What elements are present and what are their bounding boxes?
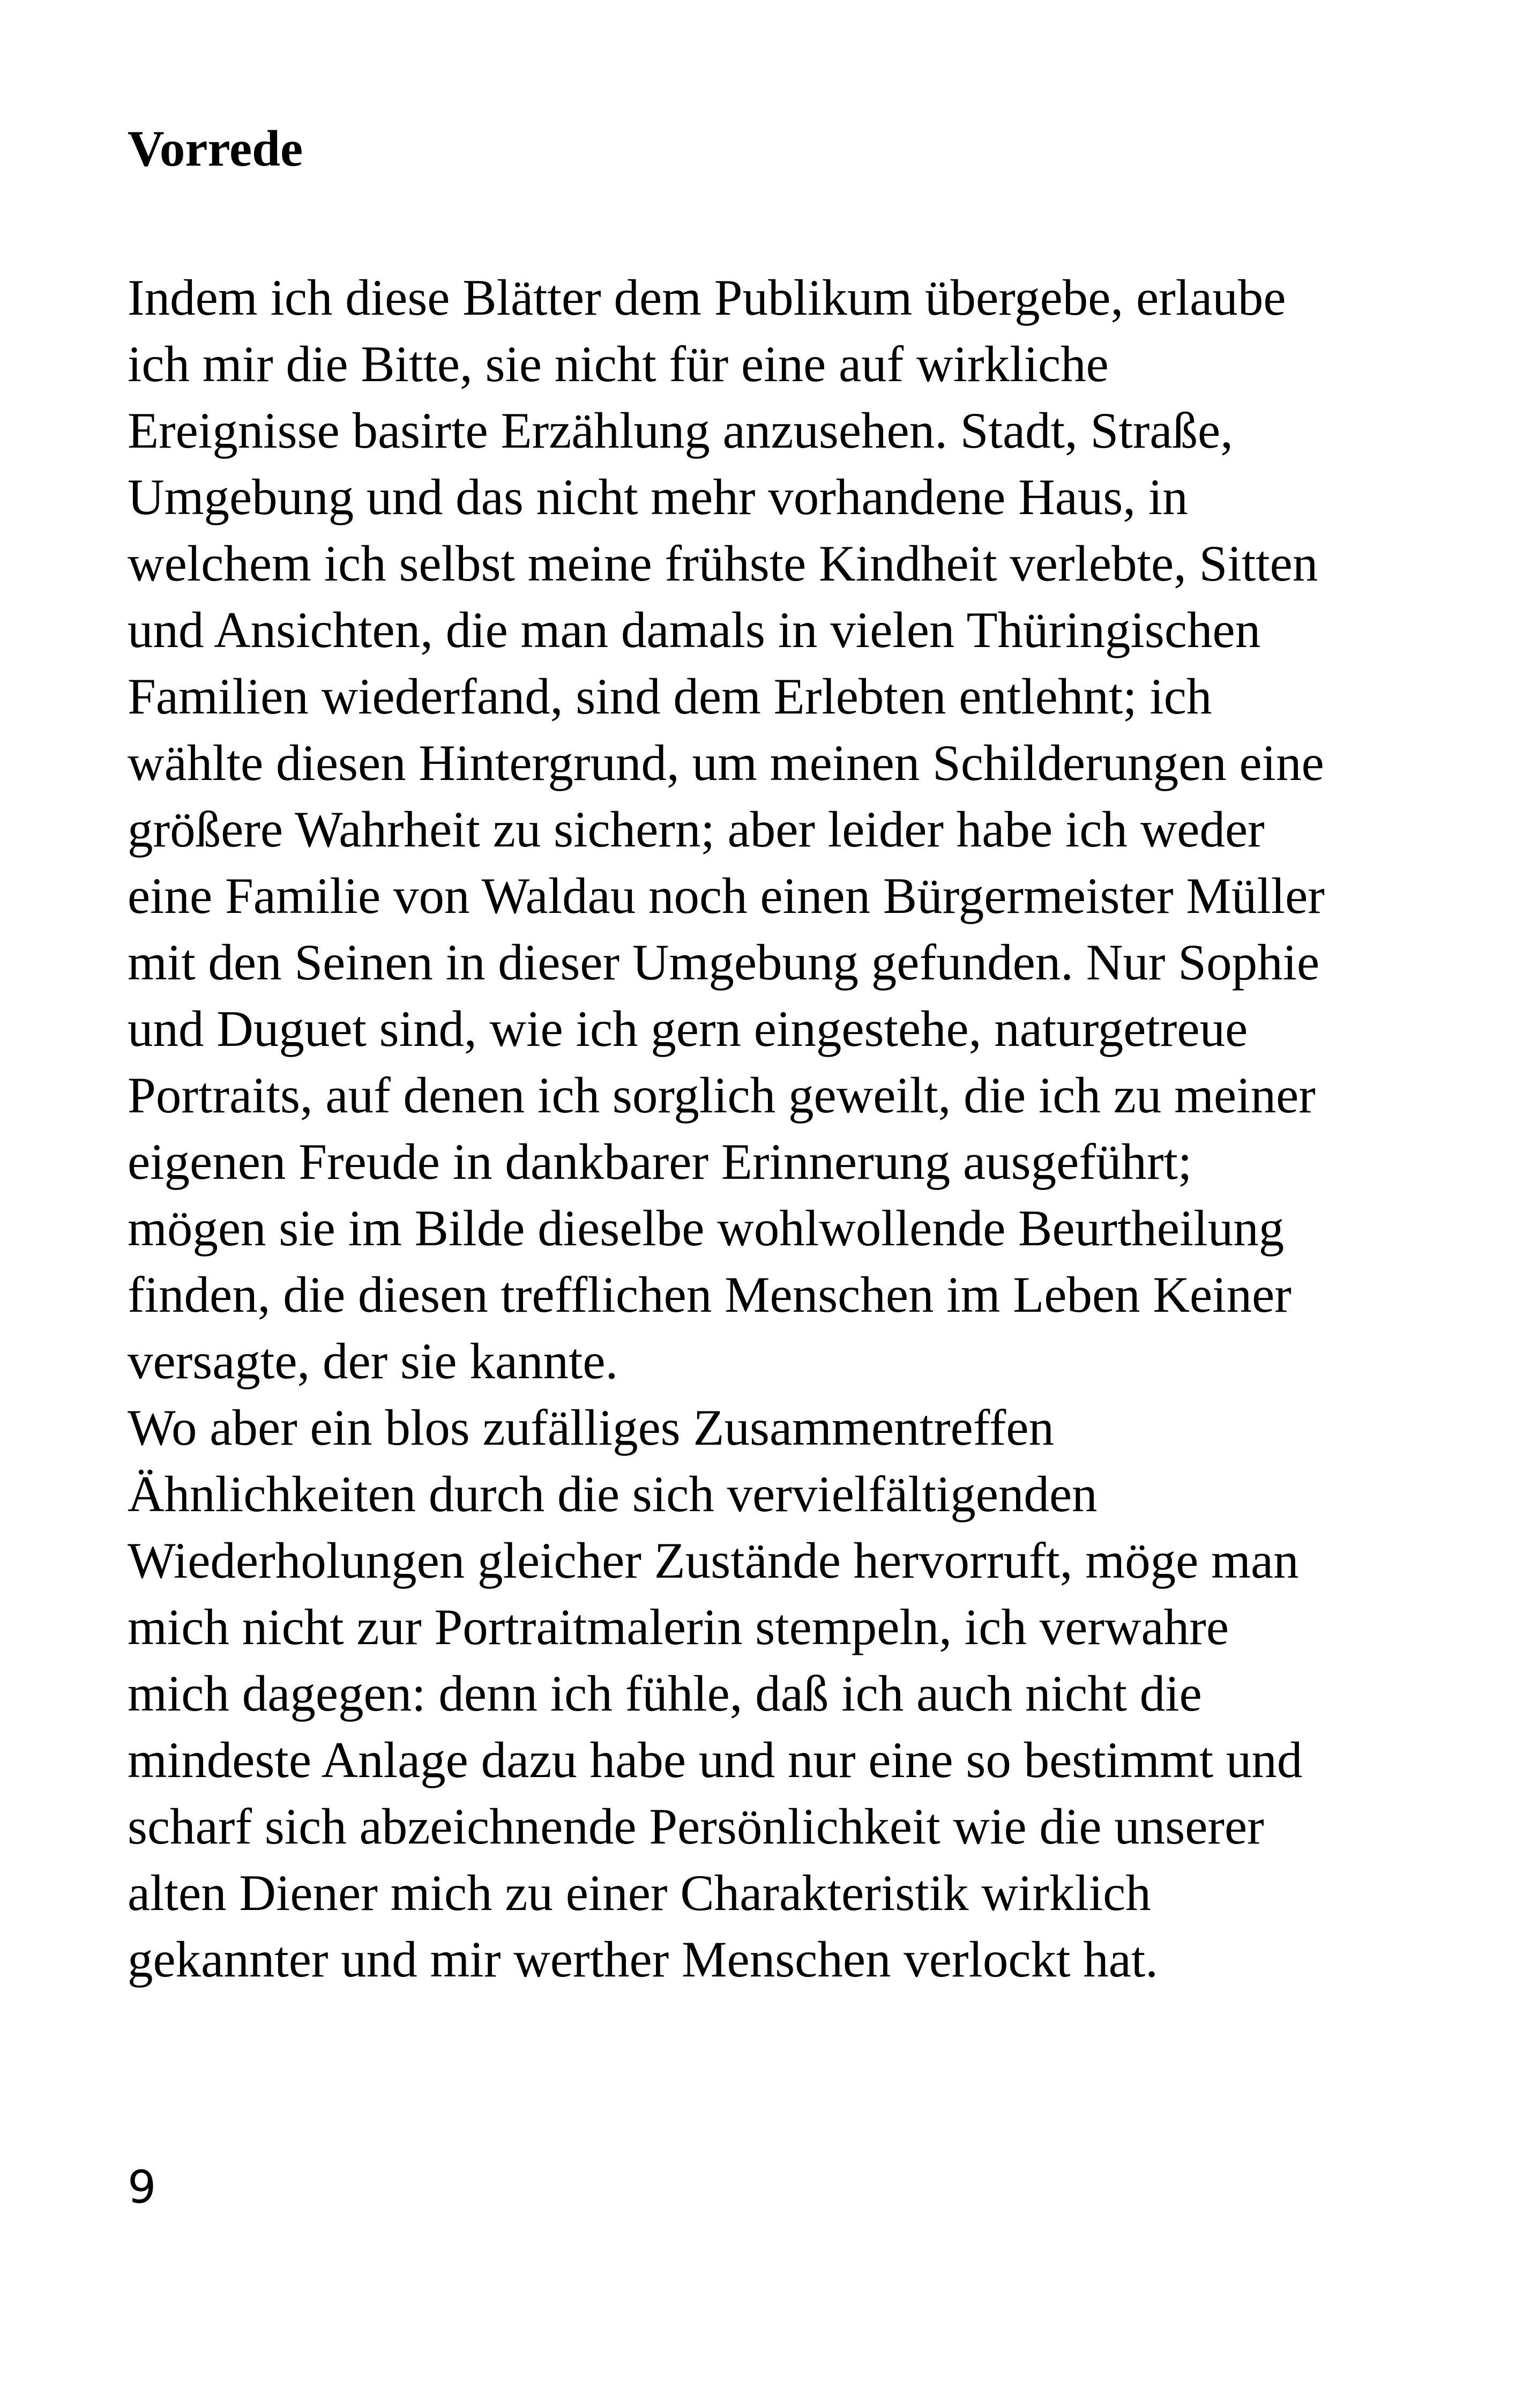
text-line: eine Familie von Waldau noch einen Bürgermeister Müller	[128, 867, 1325, 924]
text-line: Ähnlichkeiten durch die sich vervielfältigenden	[128, 1466, 1098, 1522]
text-line: scharf sich abzeichnende Persönlichkeit wie die unserer	[128, 1798, 1264, 1855]
text-line: wählte diesen Hintergrund, um meinen Schilderungen eine	[128, 734, 1324, 791]
body-text	[128, 264, 1414, 1993]
text-line: Ereignisse basirte Erzählung anzusehen. Stadt, Straße,	[128, 402, 1233, 459]
text-line: Wo aber ein blos zufälliges Zusammentreffen	[128, 1399, 1055, 1456]
text-line: mögen sie im Bilde dieselbe wohlwollende Beurtheilung	[128, 1200, 1285, 1257]
text-line: und Ansichten, die man damals in vielen Thüringischen	[128, 601, 1261, 658]
page-number: 9	[128, 2161, 156, 2213]
text-line: alten Diener mich zu einer Charakteristik wirklich	[128, 1864, 1151, 1921]
text-line: ich mir die Bitte, sie nicht für eine auf wirkliche	[128, 336, 1109, 392]
text-line: gekannter und mir werther Menschen verlockt hat.	[128, 1931, 1159, 1988]
text-line: finden, die diesen trefflichen Menschen im Leben Keiner	[128, 1266, 1291, 1323]
text-line: mit den Seinen in dieser Umgebung gefunden. Nur Sophie	[128, 934, 1320, 991]
text-line: mich nicht zur Portraitmalerin stempeln, ich verwahre	[128, 1599, 1229, 1655]
text-line: mindeste Anlage dazu habe und nur eine so bestimmt und	[128, 1731, 1303, 1788]
text-line: Umgebung und das nicht mehr vorhandene Haus, in	[128, 469, 1188, 525]
text-line: mich dagegen: denn ich fühle, daß ich auch nicht die	[128, 1665, 1202, 1722]
text-line: und Duguet sind, wie ich gern eingestehe, naturgetreue	[128, 1000, 1248, 1057]
text-line: Wiederholungen gleicher Zustände hervorruft, möge man	[128, 1532, 1299, 1589]
text-line: welchem ich selbst meine frühste Kindheit verlebte, Sitten	[128, 535, 1318, 592]
text-line: Indem ich diese Blätter dem Publikum übergebe, erlaube	[128, 269, 1286, 326]
text-line: größere Wahrheit zu sichern; aber leider habe ich weder	[128, 801, 1265, 858]
chapter-heading: Vorrede	[128, 120, 303, 177]
text-line: Portraits, auf denen ich sorglich geweilt, die ich zu meiner	[128, 1067, 1316, 1124]
text-line: Familien wiederfand, sind dem Erlebten entlehnt; ich	[128, 668, 1212, 725]
text-line: eigenen Freude in dankbarer Erinnerung ausgeführt;	[128, 1133, 1192, 1190]
text-line: versagte, der sie kannte.	[128, 1333, 618, 1389]
